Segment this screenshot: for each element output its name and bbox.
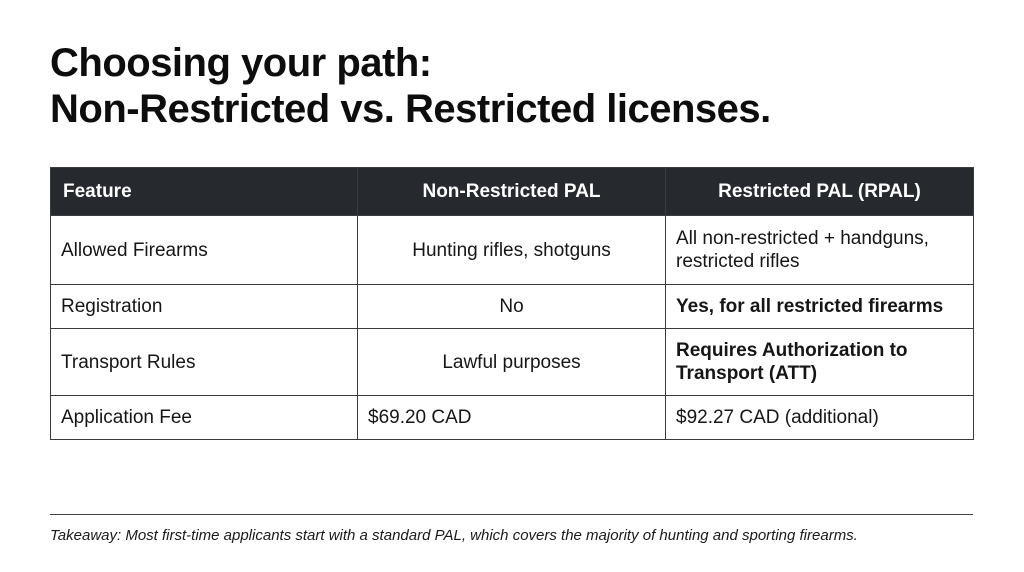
table-row bbox=[51, 216, 974, 285]
cell-rpal-emphasis: Yes, for all restricted firearms bbox=[666, 285, 974, 329]
header-row bbox=[51, 168, 974, 216]
header-restricted-pal: Restricted PAL (RPAL) bbox=[666, 168, 974, 216]
cell-pal: No bbox=[358, 285, 666, 329]
cell-pal: Lawful purposes bbox=[358, 329, 666, 396]
cell-rpal-emphasis: Requires Authorization to Transport (ATT) bbox=[666, 329, 974, 396]
title-line-2: Non-Restricted vs. Restricted licenses. bbox=[50, 87, 771, 131]
cell-pal: $69.20 CAD bbox=[358, 396, 666, 440]
cell-pal: Hunting rifles, shotguns bbox=[358, 216, 666, 285]
cell-feature: Application Fee bbox=[51, 396, 358, 440]
table-row bbox=[51, 285, 974, 329]
page-title bbox=[50, 40, 771, 132]
table-row bbox=[51, 396, 974, 440]
table-header bbox=[51, 168, 974, 216]
table-row bbox=[51, 329, 974, 396]
cell-rpal: All non-restricted + handguns, restricted rifles bbox=[666, 216, 974, 285]
divider bbox=[50, 514, 973, 515]
header-non-restricted-pal: Non-Restricted PAL bbox=[358, 168, 666, 216]
takeaway-note: Takeaway: Most first-time applicants start with a standard PAL, which covers the majority of hunting and sporting firearms. bbox=[50, 527, 858, 544]
cell-feature: Allowed Firearms bbox=[51, 216, 358, 285]
header-feature: Feature bbox=[51, 168, 358, 216]
comparison-table bbox=[50, 167, 974, 440]
cell-rpal: $92.27 CAD (additional) bbox=[666, 396, 974, 440]
title-line-1: Choosing your path: bbox=[50, 41, 432, 85]
cell-feature: Transport Rules bbox=[51, 329, 358, 396]
cell-feature: Registration bbox=[51, 285, 358, 329]
